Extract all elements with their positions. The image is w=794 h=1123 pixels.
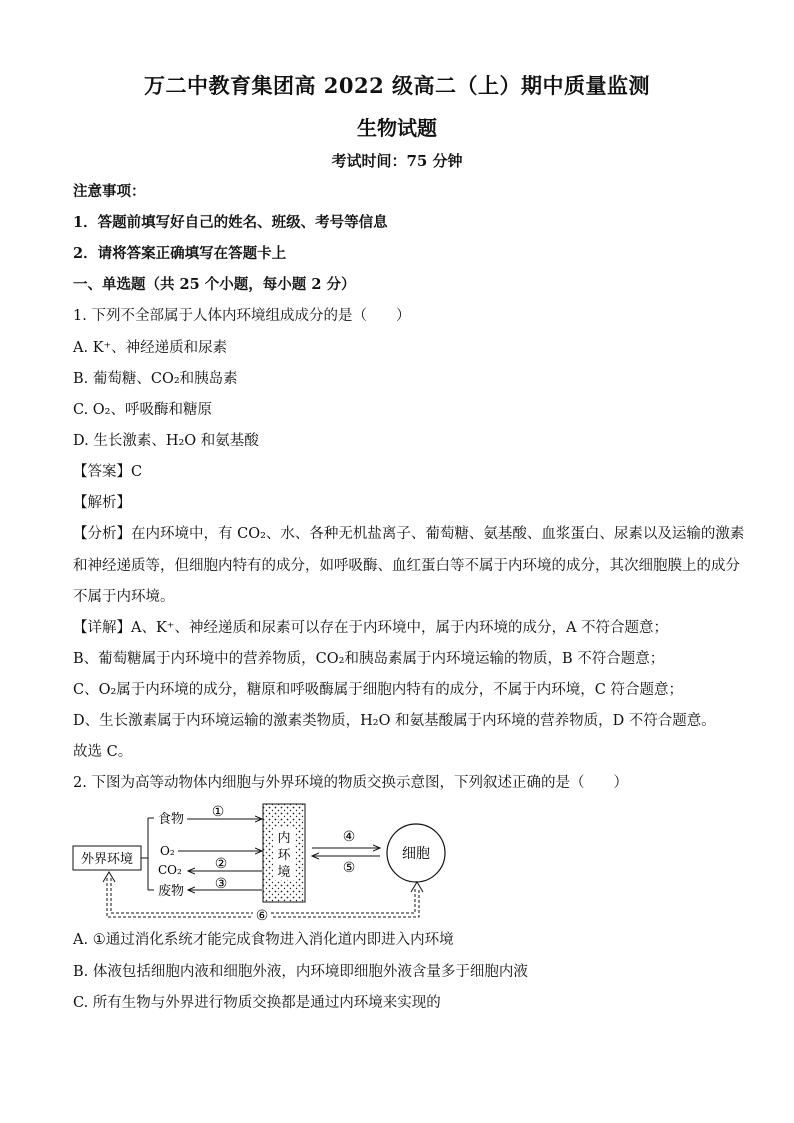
outer-environment-label: 外界环境 [80, 852, 134, 867]
note-item: 2．请将答案正确填写在答题卡上 [73, 245, 287, 262]
analysis-line: D、生长激素属于内环境运输的激素类物质，H₂O 和氨基酸属于内环境的营养物质，D 不符合题意。 [73, 713, 716, 729]
cell-label: 细胞 [402, 846, 430, 862]
internal-environment-char: 境 [277, 865, 291, 880]
o2-label: O₂ [160, 844, 175, 858]
dashed-arrowhead-left [103, 872, 115, 882]
answer-value: C [131, 464, 143, 480]
internal-environment-char: 内 [277, 831, 291, 846]
question-2-stem: 2. 下图为高等动物体内细胞与外界环境的物质交换示意图，下列叙述正确的是（ ） [73, 775, 628, 791]
marker-6: ⑥ [255, 908, 269, 924]
question-2-option: B. 体液包括细胞内液和细胞外液，内环境即细胞外液含量多于细胞内液 [73, 964, 528, 980]
section-heading: 一、单选题（共 25 个小题，每小题 2 分） [73, 276, 356, 293]
marker-1: ① [211, 804, 225, 820]
marker-4: ④ [342, 829, 356, 845]
marker-5: ⑤ [342, 860, 356, 876]
exam-time: 考试时间：75 分钟 [331, 152, 463, 170]
question-2-option: C. 所有生物与外界进行物质交换都是通过内环境来实现的 [73, 995, 441, 1011]
answer-label: 【答案】 [73, 464, 131, 480]
analysis-line: 故选 C。 [73, 744, 133, 760]
co2-label: CO₂ [158, 863, 182, 877]
question-1-stem: 1. 下列不全部属于人体内环境组成成分的是（ ） [73, 308, 411, 324]
analysis-line: 【详解】A、K⁺、神经递质和尿素可以存在于内环境中，属于内环境的成分，A 不符合题意； [73, 620, 669, 636]
question-2-option: A. ①通过消化系统才能完成食物进入消化道内即进入内环境 [73, 932, 454, 948]
analysis-label: 【解析】 [73, 495, 131, 511]
analysis-line: 不属于内环境。 [73, 589, 175, 605]
analysis-line: 和神经递质等，但细胞内特有的成分，如呼吸酶、血红蛋白等不属于内环境的成分，其次细胞膜上的成分 [73, 558, 740, 574]
marker-2: ② [214, 856, 228, 872]
notes-heading: 注意事项： [73, 183, 146, 200]
waste-label: 废物 [158, 884, 185, 899]
question-1-option: C. O₂、呼吸酶和糖原 [73, 402, 212, 418]
question-1-option: B. 葡萄糖、CO₂和胰岛素 [73, 371, 238, 387]
question-1-option: A. K⁺、神经递质和尿素 [73, 340, 228, 356]
exam-title: 万二中教育集团高 2022 级高二（上）期中质量监测 [143, 73, 651, 98]
answer-line [73, 462, 142, 482]
dashed-arrowhead-right [411, 882, 423, 892]
analysis-line: B、葡萄糖属于内环境中的营养物质，CO₂和胰岛素属于内环境运输的物质，B 不符合题意； [73, 651, 665, 667]
analysis-line: 【分析】在内环境中，有 CO₂、水、各种无机盐离子、葡萄糖、氨基酸、血浆蛋白、尿素以及运输的激素 [73, 526, 745, 542]
exchange-diagram [70, 800, 470, 925]
question-1-option: D. 生长激素、H₂O 和氨基酸 [73, 433, 259, 449]
internal-environment-char: 环 [277, 848, 291, 863]
marker-3: ③ [214, 876, 228, 892]
food-label: 食物 [158, 812, 185, 827]
subject-title: 生物试题 [357, 116, 437, 140]
note-item: 1．答题前填写好自己的姓名、班级、考号等信息 [73, 214, 388, 231]
analysis-line: C、O₂属于内环境的成分，糖原和呼吸酶属于细胞内特有的成分，不属于内环境，C 符合题意； [73, 682, 683, 698]
bracket-line [141, 818, 154, 890]
